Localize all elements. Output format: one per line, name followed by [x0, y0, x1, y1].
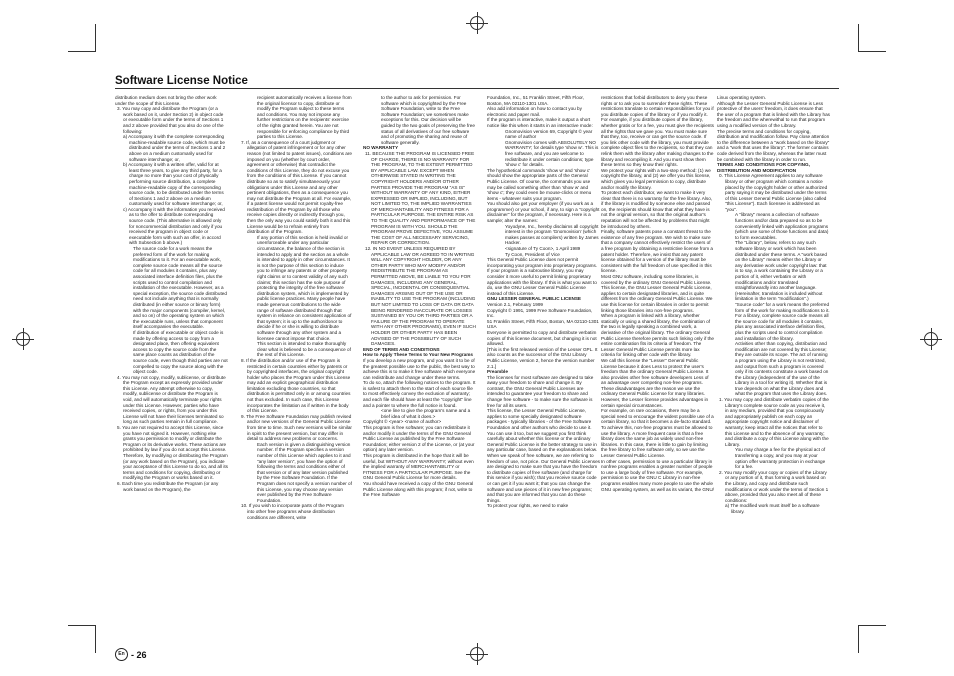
paragraph: 6. Each time you redistribute the Program (or any work based on the Program), the [117, 480, 219, 492]
paragraph: Activities other than copying, distribution and modification are not covered by this License; they are outside its scope. The act of running a program using the Library is not restricted, and output from such a program is covered only if its contents constitute a work based on the Library (independent of the use of the Library in a tool for writing it). Whether that is true depends on what the Library does and what the program that uses the Library does. [735, 341, 829, 397]
paragraph: We protect your rights with a two-step method: (1) we copyright the library, and (2) we offer you this license, which gives you legal permission to copy, distribute and/or modify the library. [601, 167, 711, 190]
paragraph: Everyone is permitted to copy and distribute verbatim copies of this license document, but changing it is not allowed. [487, 329, 597, 347]
text-column-4 [487, 95, 600, 651]
paragraph: If the program is interactive, make it output a short notice like this when it starts in an interactive mode: [487, 117, 593, 128]
paragraph: If distribution of executable or object code is made by offering access to copy from a designated place, then offering equivalent access to copy the source code from the same place counts as distribution of the source code, even though third parties are not compelled to copy the source along with the object code. [133, 329, 228, 375]
paragraph: The "Library", below, refers to any such software library or work which has been distributed under these terms. A "work based on the Library" means either the Library or any derivative work under copyright law: that is to say, a work containing the Library or a portion of it, either verbatim or with modifications and/or translated straightforwardly into another language. (Hereinafter, translation is included without limitation in the term "modification".) [735, 240, 827, 302]
text-column-3 [363, 95, 476, 651]
paragraph: Also add information on how to contact you by electronic and paper mail. [487, 106, 582, 117]
paragraph: c) Accompany it with the information you received as to the offer to distribute corresponding source code. (This alternative is allowed only for noncommercial distribution and only if you received the program in object code or executable form with such an offer, in accord with Subsection b above.) [123, 206, 225, 246]
paragraph: If any portion of this section is held invalid or unenforceable under any particular circumstance, the balance of the section is intended to apply and the section as a whole is intended to apply in other circumstances. It is not the purpose of this section to induce you to infringe any patents or other property right claims or to contest validity of any such claims; this section has the sole purpose of protecting the integrity of the free software distribution system, which is implemented by public license practices. Many people have made generous contributions to the wide range of software distributed through that system in reliance on consistent application of that system; it is up to the author/donor to decide if he or she is willing to distribute software through any other system and a licensee cannot impose that choice. [257, 234, 352, 341]
paragraph: Finally, software patents pose a constant threat to the existence of any free program. We wish to make sure that a company cannot effectively restrict the users of a free program by obtaining a restrictive license from a patent holder. Therefore, we insist that any patent license obtained for a version of the library must be consistent with the full freedom of use specified in this license. [601, 229, 713, 274]
crop-mark [68, 625, 96, 626]
crop-mark [95, 24, 96, 52]
crop-mark [858, 625, 886, 626]
paragraph: Linux operating system. [717, 95, 767, 100]
page-title: Software License Notice [115, 75, 248, 87]
paragraph: GNU LESSER GENERAL PUBLIC LICENSE [487, 296, 582, 302]
paragraph: This section is intended to make thoroughly clear what is believed to be a consequence of the rest of this License. [257, 341, 351, 358]
paragraph: "Source code" for a work means the preferred form of the work for making modifications to it. For a library, complete source code means all the source code for all modules it contains, plus any associated interface definition files, plus the scripts used to control compilation and installation of the library. [735, 301, 830, 341]
paragraph: 51 Franklin Street, Fifth Floor, Boston, MA 02110-1301 USA [487, 318, 599, 330]
page-number: - 26 [131, 649, 147, 660]
registration-mark-icon [466, 12, 488, 34]
paragraph: <one line to give the program's name and a brief idea of what it does.> [381, 408, 471, 419]
paragraph: <signature of Ty Coon>, 1 April 1989 [505, 246, 581, 252]
paragraph: In other cases, permission to use a particular library in nonfree programs enables a greater number of people to use a large body of free software. For example, permission to use the GNU C Library in non-free programs enables many more people to use the whole GNU operating system, as well as its variant, the GNU/ [601, 458, 714, 492]
crop-mark [68, 51, 96, 52]
paragraph: 10. If you wish to incorporate parts of the Program into other free programs whose distribution conditions are different, write [241, 503, 344, 520]
paragraph: 3. You may copy and distribute the Program (or a work based on it, under Section 2) in object code or executable form under the terms of Sections 1 and 2 above provided that you also do one of the following: [117, 106, 224, 134]
paragraph: Although the Lesser General Public License is Less protective of the users' freedom, it does ensure that the user of a program that is linked with the Library has the freedom and the wherewithal to run that program using a modified version of the Library. [717, 100, 830, 128]
paragraph: 9. The Free Software Foundation may publish revised and/or new versions of the General Public License from time to time. Such new versions will be similar in spirit to the present version, but may differ in detail to address new problems or concerns. [241, 413, 352, 442]
paragraph: restrictions that forbid distributors to deny you these rights or to ask you to surrender these rights. These restrictions translate to certain responsibilities for you if you distribute copies of the library or if you modify it. [601, 95, 714, 117]
paragraph: END OF TERMS AND CONDITIONS [363, 346, 440, 352]
paragraph: When a program is linked with a library, whether statically or using a shared library, the combination of the two is legally speaking a combined work, a derivative of the original library. The ordinary General Public License therefore permits such linking only if the entire combination fits its criteria of freedom. The Lesser General Public License permits more lax criteria for linking other code with the library. [601, 313, 714, 358]
text-column-5 [601, 95, 714, 651]
text-column-1 [115, 95, 228, 651]
paragraph: 7. If, as a consequence of a court judgment or allegation of patent infringement or for any other reason (not limited to patent issues), conditions are imposed on you (whether by court order, agreement or otherwise) that contradict the conditions of this License, they do not excuse you from the conditions of this License. If you cannot distribute so as to satisfy simultaneously your obligations under this License and any other pertinent obligations, then as a consequence you may not distribute the Program at all. For example, if a patent license would not permit royalty-free redistribution of the Program by all those who receive copies directly or indirectly through you, then the only way you could satisfy both it and this License would be to refrain entirely from distribution of the Program. [241, 139, 352, 235]
paragraph: 1. You may copy and distribute verbatim copies of the Library's complete source code as you receive it, in any medium, provided that you conspicuously and appropriately publish on each copy an appropriate copyright notice and disclaimer of warranty; keep intact all the notices that refer to this License and to the absence of any warranty; and distribute a copy of this License along with the Library. [719, 397, 829, 447]
paragraph: You should have received a copy of the GNU General Public License along with this program; if not, write to the Free Software [363, 480, 474, 498]
paragraph: 11. BECAUSE THE PROGRAM IS LICENSED FREE OF CHARGE, THERE IS NO WARRANTY FOR THE PROGRAM, TO THE EXTENT PERMITTED BY APPLICABLE LAW. EXCEPT WHEN OTHERWISE STATED IN WRITING THE COPYRIGHT HOLDERS AND/OR OTHER PARTIES PROVIDE THE PROGRAM "AS IS" WITHOUT WARRANTY OF ANY KIND, EITHER EXPRESSED OR IMPLIED, INCLUDING, BUT NOT LIMITED TO, THE IMPLIED WARRANTIES OF MERCHANTABILITY AND FITNESS FOR A PARTICULAR PURPOSE. THE ENTIRE RISK AS TO THE QUALITY AND PERFORMANCE OF THE PROGRAM IS WITH YOU. SHOULD THE PROGRAM PROVE DEFECTIVE, YOU ASSUME THE COST OF ALL NECESSARY SERVICING, REPAIR OR CORRECTION. [365, 150, 476, 246]
paragraph: a) Accompany it with the complete corresponding machine-readable source code, which must be distributed under the terms of Sections 1 and 2 above on a medium customarily used for software interchange; or, [123, 134, 226, 162]
crop-mark [858, 51, 886, 52]
paragraph: 0. This License Agreement applies to any software library or other program which contains a notice placed by the copyright holder or other authorized party saying it may be distributed under the terms of this Lesser General Public License (also called "this License"). Each licensee is addressed as "you". [719, 173, 828, 212]
paragraph: We call this license the "Lesser" General Public License because it does Less to protect the user's freedom than the ordinary General Public License. It also provides other free software developers Less of an advantage over competing non-free programs. These disadvantages are the reason we use the ordinary General Public License for many libraries. However, the Lesser license provides advantages in certain special circumstances. [601, 357, 709, 408]
paragraph: Foundation, Inc., 51 Franklin Street, Fifth Floor, Boston, MA 02110-1301 USA. [487, 95, 584, 106]
paragraph: 2. You may modify your copy or copies of the Library or any portion of it, thus forming a work based on the Library, and copy and distribute such modifications or work under the terms of Section 1 above, provided that you also meet all of these conditions: [719, 469, 829, 503]
text-column-2 [239, 95, 352, 651]
paragraph: If you develop a new program, and you want it to be of the greatest possible use to the public, the best way to achieve this is to make it free software which everyone can redistribute and change under these terms. [363, 357, 476, 380]
paragraph: How to Apply These Terms to Your New Programs [363, 352, 473, 358]
paragraph: This program is distributed in the hope that it will be useful, but WITHOUT ANY WARRANTY; without even the implied warranty of MERCHANTABILITY or FITNESS FOR A PARTICULAR PURPOSE. See the GNU General Public License for more details. [363, 453, 474, 481]
paragraph: Copyright © 1991, 1999 Free Software Foundation, Inc. [487, 307, 593, 319]
title-divider [115, 88, 839, 89]
paragraph: When we speak of free software, we are referring to freedom of use, not price. Our General Public Licenses are designed to make sure that you have the freedom to distribute copies of free software (and charge for this service if you wish); that you receive source code or can get it if you want it; that you can change the software and use pieces of it in new free programs; and that you are informed that you can do these things. [487, 453, 600, 503]
paragraph: To protect your rights, we need to make [487, 503, 569, 509]
text-column-6 [717, 95, 830, 651]
paragraph: You should also get your employer (if you work as a programmer) or your school, if any, to sign a "copyright disclaimer" for the program, if necessary. Here is a sample; alter the names: [487, 201, 600, 224]
language-badge-icon: En [115, 648, 128, 661]
crop-mark [858, 24, 859, 52]
paragraph: NO WARRANTY [363, 145, 399, 151]
paragraph: Gnomovision version 69, Copyright © year name of author [505, 128, 593, 140]
paragraph: Preamble [487, 369, 508, 375]
paragraph: 4. You may not copy, modify, sublicense, or distribute the Program except as expressly provided under this License. Any attempt otherwise to copy, modify, sublicense or distribute the Program is void, and will automatically terminate your rights under this License. However, parties who have received copies, or rights, from you under this License will not have their licenses terminated so long as such parties remain in full compliance. [117, 374, 226, 425]
paragraph: To protect each distributor, we want to make it very clear that there is no warranty for the free library. Also, if the library is modified by someone else and passed on, the recipients should know that what they have is not the original version, so that the original author's reputation will not be affected by problems that might be introduced by others. [601, 190, 713, 229]
paragraph: To do so, attach the following notices to the program. It is safest to attach them to the start of each source file to most effectively convey the exclusion of warranty; and each file should have at least the "copyright" line and a pointer to where the full notice is found. [363, 380, 476, 408]
paragraph: Yoyodyne, Inc., hereby disclaims all copyright interest in the program 'Gnomovision' (which makes passes at compilers) written by James Hacker. [505, 223, 599, 246]
paragraph: recipient automatically receives a license from the original licensor to copy, distribute or modify the Program subject to these terms and conditions. You may not impose any further restrictions on the recipients' exercise of the rights granted herein. You are not responsible for enforcing compliance by third parties to this License. [257, 95, 352, 140]
paragraph: The licenses for most software are designed to take away your freedom to share and change it. By contrast, the GNU General Public Licenses are intended to guarantee your freedom to share and change free software - to make sure the software is free for all its users. [487, 374, 594, 408]
paragraph: For example, on rare occasions, there may be a special need to encourage the widest possible use of a certain library, so that it becomes a de-facto standard. To achieve this, non-free programs must be allowed to use the library. A more frequent case is that a free library does the same job as widely used non-free libraries. In this case, there is little to gain by limiting the free library to free software only, so we use the Lesser General Public License. [601, 408, 714, 458]
paragraph: The hypothetical commands 'show w' and 'show c' should show the appropriate parts of the General Public License. Of course, the commands you use may be called something other than 'show w' and 'show c'; they could even be mouse-clicks or menu items - whatever suits your program. [487, 167, 592, 201]
paragraph: This General Public License does not permit incorporating your program into proprietary programs. If your program is a subroutine library, you may consider it more useful to permit linking proprietary applications with the library. If this is what you want to do, use the GNU Lesser General Public License instead of this License. [487, 257, 598, 296]
paragraph: A "library" means a collection of software functions and/or data prepared so as to be conveniently linked with application programs (which use some of those functions and data) to form executables. [735, 212, 829, 240]
paragraph: Each version is given a distinguishing version number. If the Program specifies a version number of this License which applies to it and "any later version", you have the option of following the terms and conditions either of that version or of any later version published by the Free Software Foundation. If the Program does not specify a version number of this License, you may choose any version ever published by the Free Software Foundation. [257, 441, 352, 503]
crop-mark [95, 625, 96, 653]
registration-mark-icon [12, 328, 34, 350]
paragraph: The precise terms and conditions for copying, distribution and modification follow. Pay close attention to the difference between a "work based on the library" and a "work that uses the library". The former contains code derived from the library, whereas the latter must be combined with the library in order to run. [717, 128, 830, 162]
paragraph: This license, the Lesser General Public License, applies to some specially designated software packages - typically libraries - of the Free Software Foundation and other authors who decide to use it. You can use it too, but we suggest you first think carefully about whether this license or the ordinary General Public License is the better strategy to use in any particular case, based on the explanations below. [487, 408, 598, 453]
paragraph: b) Accompany it with a written offer, valid for at least three years, to give any third party, for a charge no more than your cost of physically performing source distribution, a complete machine-readable copy of the corresponding source code, to be distributed under the terms of Sections 1 and 2 above on a medium customarily used for software interchange; or, [123, 162, 224, 207]
registration-mark-icon [920, 328, 942, 350]
paragraph: Most GNU software, including some libraries, is covered by the ordinary GNU General Public License. This license, the GNU Lesser General Public License, applies to certain designated libraries, and is quite different from the ordinary General Public License. We use this license for certain libraries in order to permit linking those libraries into non-free programs. [601, 274, 713, 313]
paragraph: distribution medium does not bring the other work under the scope of this License. [115, 95, 217, 106]
paragraph: For example, if you distribute copies of the library, whether gratis or for a fee, you must give the recipients all the rights that we gave you. You must make sure that they, too, receive or can get the source code. If you link other code with the library, you must provide complete object files to the recipients, so that they can relink them with the library after making changes to the library and recompiling it. And you must show them these terms so they know their rights. [601, 117, 714, 168]
paragraph: Version 2.1, February 1999 [487, 301, 543, 307]
paragraph: [This is the first released version of the Lesser GPL. It also counts as the successor of the GNU Library Public License, version 2, hence the version number 2.1.] [487, 346, 598, 369]
paragraph: 12. IN NO EVENT UNLESS REQUIRED BY APPLICABLE LAW OR AGREED TO IN WRITING WILL ANY COPYRIGHT HOLDER, OR ANY OTHER PARTY WHO MAY MODIFY AND/OR REDISTRIBUTE THE PROGRAM AS PERMITTED ABOVE, BE LIABLE TO YOU FOR DAMAGES, INCLUDING ANY GENERAL, SPECIAL, INCIDENTAL OR CONSEQUENTIAL DAMAGES ARISING OUT OF THE USE OR INABILITY TO USE THE PROGRAM (INCLUDING BUT NOT LIMITED TO LOSS OF DATA OR DATA BEING RENDERED INACCURATE OR LOSSES SUSTAINED BY YOU OR THIRD PARTIES OR A FAILURE OF THE PROGRAM TO OPERATE WITH ANY OTHER PROGRAMS), EVEN IF SUCH HOLDER OR OTHER PARTY HAS BEEN ADVISED OF THE POSSIBILITY OF SUCH DAMAGES. [365, 246, 476, 347]
paragraph: to the author to ask for permission. For software which is copyrighted by the Free Software Foundation, write to the Free Software Foundation; we sometimes make exceptions for this. Our decision will be guided by the two goals of preserving the free status of all derivatives of our free software and of promoting the sharing and reuse of software generally. [381, 95, 475, 145]
paragraph: The source code for a work means the preferred form of the work for making modifications to it. For an executable work, complete source code means all the source code for all modules it contains, plus any associated interface definition files, plus the scripts used to control compilation and installation of the executable. However, as a special exception, the source code distributed need not include anything that is normally distributed (in either source or binary form) with the major components (compiler, kernel, and so on) of the operating system on which the executable runs, unless that component itself accompanies the executable. [133, 246, 227, 330]
paragraph: You may charge a fee for the physical act of transferring a copy, and you may at your option offer warranty protection in exchange for a fee. [735, 447, 826, 470]
paragraph: a) The modified work must itself be a software library. [725, 503, 820, 514]
paragraph: 8. If the distribution and/or use of the Program is restricted in certain countries either by patents or by copyrighted interfaces, the original copyright holder who places the Program under this License may add an explicit geographical distribution limitation excluding those countries, so that distribution is permitted only in or among countries not thus excluded. In such case, this License incorporates the limitation as if written in the body of this License. [241, 357, 351, 414]
crop-mark [858, 625, 859, 653]
paragraph: This program is free software; you can redistribute it and/or modify it under the terms of the GNU General Public License as published by the Free Software Foundation; either version 2 of the License, or (at your option) any later version. [363, 425, 475, 453]
paragraph: Copyright © <year> <name of author> [363, 419, 442, 425]
paragraph: TERMS AND CONDITIONS FOR COPYING, DISTRIBUTION AND MODIFICATION [717, 162, 810, 173]
paragraph: Ty Coon, President of Vice [505, 251, 560, 257]
paragraph: Gnomovision comes with ABSOLUTELY NO WARRANTY; for details type 'show w'. This is free software, and you are welcome to redistribute it under certain conditions; type 'show c' for details. [505, 139, 599, 168]
page-footer [115, 648, 147, 661]
paragraph: 5. You are not required to accept this License, since you have not signed it. However, nothing else grants you permission to modify or distribute the Program or its derivative works. These actions are prohibited by law if you do not accept this License. Therefore, by modifying or distributing the Program (or any work based on the Program), you indicate your acceptance of this License to do so, and all its terms and conditions for copying, distributing or modifying the Program or works based on it. [117, 425, 228, 481]
